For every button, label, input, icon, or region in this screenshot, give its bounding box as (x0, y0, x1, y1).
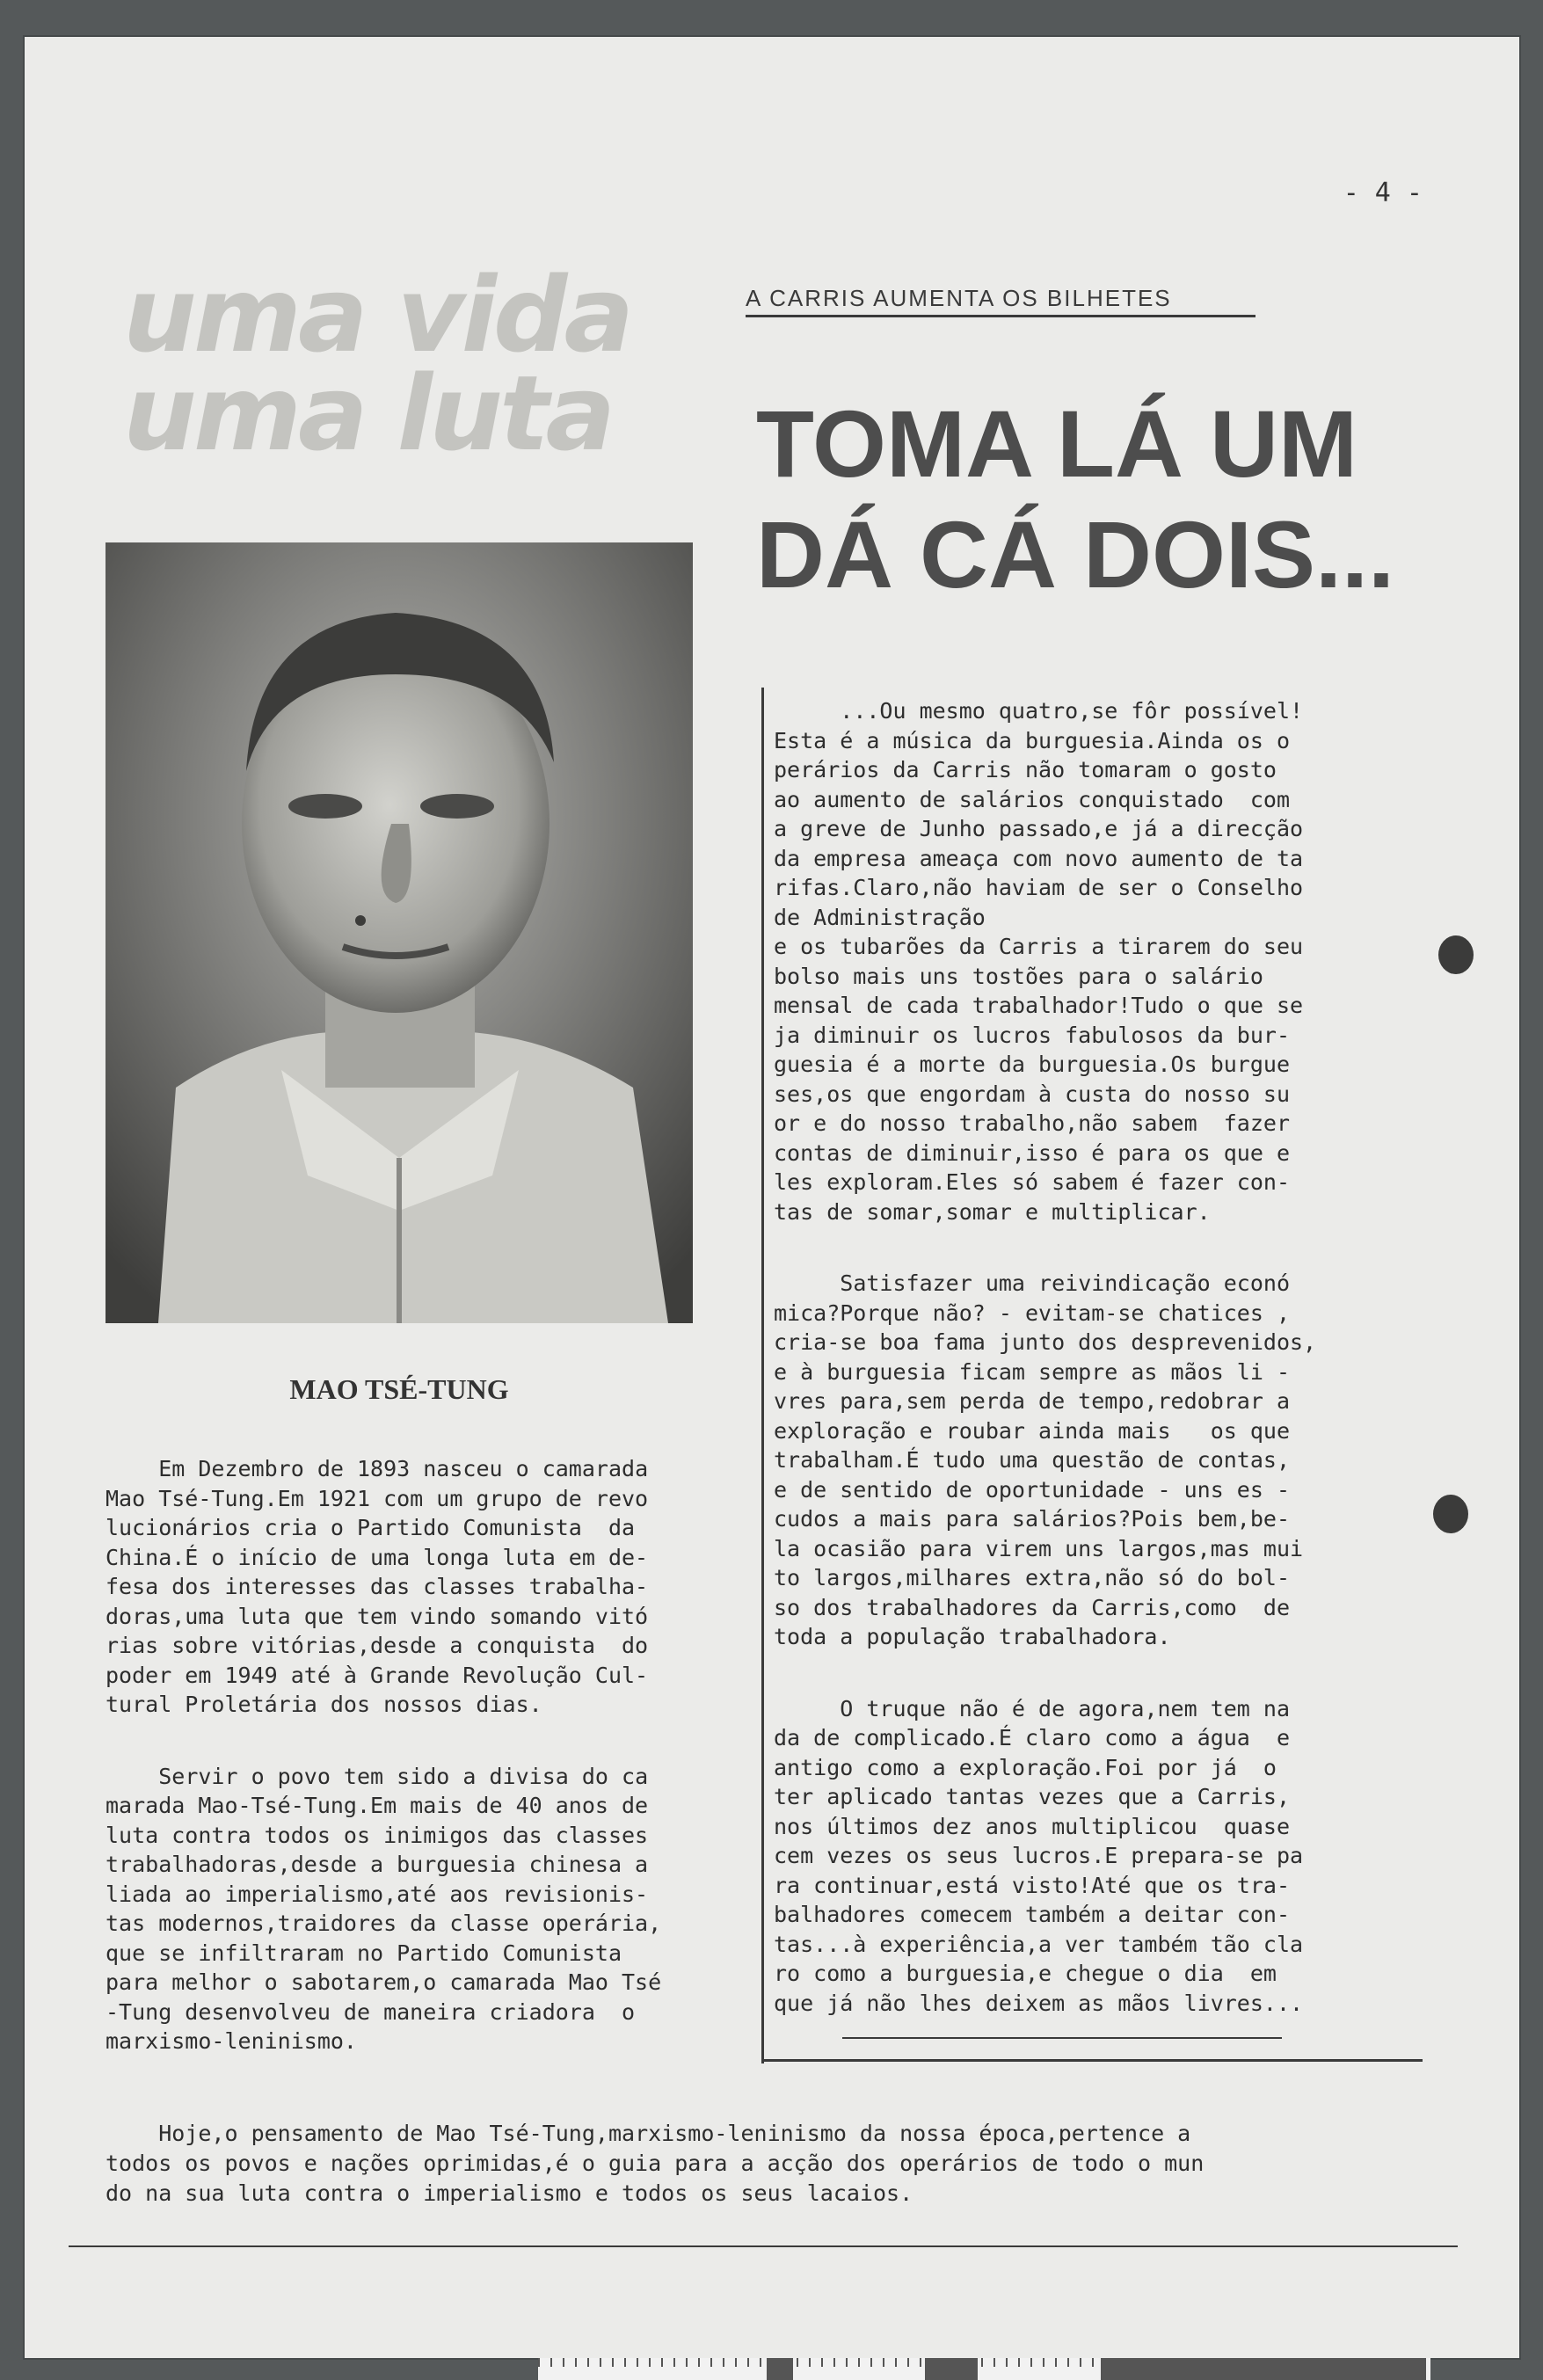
left-column (106, 1454, 782, 2099)
punch-hole (1438, 935, 1474, 974)
portrait-caption: MAO TSÉ-TUNG (289, 1373, 509, 1405)
right-column (774, 696, 1451, 2060)
article-box-rule (763, 2059, 1423, 2062)
left-heading-line-2: uma luta (123, 353, 613, 474)
right-paragraph: ...Ou mesmo quatro,se fôr possível! Esta é a música da burguesia.Ainda os o perários da Carris não tomaram o gosto ao aumento de salários conquistado com a greve de Junho passado,e já a direcção da empresa ameaça com novo aumento de ta rifas.Claro,não haviam de ser o Conselho de Administração e os tubarões da Carris a tirarem do seu bolso mais uns tostões para o salário mensal de cada trabalhador!Tudo o que se ja diminuir os lucros fabulosos da bur- guesia é a morte da burguesia.Os burgue ses,os que engordam à custa do nosso su or e do nosso trabalho,não sabem fazer contas de diminuir,isso é para os que e les exploram.Eles só sabem é fazer con- tas de somar,somar e multiplicar. (774, 698, 1304, 1225)
section-label: A CARRIS AUMENTA OS BILHETES (746, 285, 1256, 317)
headline-line-2: DÁ CÁ DOIS... (756, 501, 1395, 608)
left-heading-line-1: uma vida (123, 254, 631, 375)
right-paragraph: O truque não é de agora,nem tem na da de complicado.É claro como a água e antigo como a exploração.Foi por já o ter aplicado tantas vezes que a Carris, nos últimos dez anos multiplicou quase cem vezes os seus lucros.E prepara-se pa ra continuar,está visto!Até que os tra- balhadores comecem também a deitar con- tas...à experiência,a ver também tão cla ro como a burguesia,e chegue o dia em que já não lhes deixem as mãos livres... (774, 1695, 1304, 2016)
left-paragraph: Servir o povo tem sido a divisa do ca marada Mao-Tsé-Tung.Em mais de 40 anos de luta contra todos os inimigos das classes trabalhadoras,desde a burguesia chinesa a liada ao imperialismo,até aos revisionis- tas modernos,traidores da classe operária, que se infiltraram no Partido Comunista para melhor o sabotarem,o camarada Mao Tsé -Tung desenvolveu de maneira criadora o marxismo-leninismo. (106, 1763, 662, 2054)
punch-hole (1433, 1495, 1468, 1533)
document-page (25, 37, 1519, 2358)
headline-line-1: TOMA LÁ UM (756, 390, 1357, 497)
left-heading (123, 254, 668, 474)
scale-ruler (538, 2358, 1430, 2380)
column-divider (761, 688, 764, 2063)
page-number: - 4 - (1343, 178, 1423, 208)
article-end-rule (842, 2037, 1282, 2039)
bottom-rule (69, 2245, 1458, 2247)
right-paragraph: Satisfazer uma reivindicação econó mica?Porque não? - evitam-se chatices , cria-se boa fama junto dos desprevenidos, e à burguesia ficam sempre as mãos li - vres para,sem perda de tempo,redobrar a exploração e roubar ainda mais os que trabalham.É tudo uma questão de contas, e de sentido de oportunidade - uns es - cudos a mais para salários?Pois bem,be- la ocasião para virem uns largos,mas mui to largos,milhares extra,não só do bol- so dos trabalhadores da Carris,como de toda a população trabalhadora. (774, 1270, 1317, 1649)
portrait-photo (106, 542, 693, 1323)
left-paragraph: Em Dezembro de 1893 nasceu o camarada Mao Tsé-Tung.Em 1921 com um grupo de revo lucionários cria o Partido Comunista da China.É o início de uma longa luta em de- fesa dos interesses das classes trabalha- doras,uma luta que tem vindo somando vitó rias sobre vitórias,desde a conquista do poder em 1949 até à Grande Revolução Cul- tural Proletária dos nossos dias. (106, 1456, 649, 1717)
article-headline (756, 389, 1442, 610)
closing-paragraph: Hoje,o pensamento de Mao Tsé-Tung,marxismo-leninismo da nossa época,pertence a todos os povos e nações oprimidas,é o guia para a acção dos operários de todo o mun do na sua luta contra o imperialismo e todos os seus lacaios. (106, 2121, 1205, 2206)
